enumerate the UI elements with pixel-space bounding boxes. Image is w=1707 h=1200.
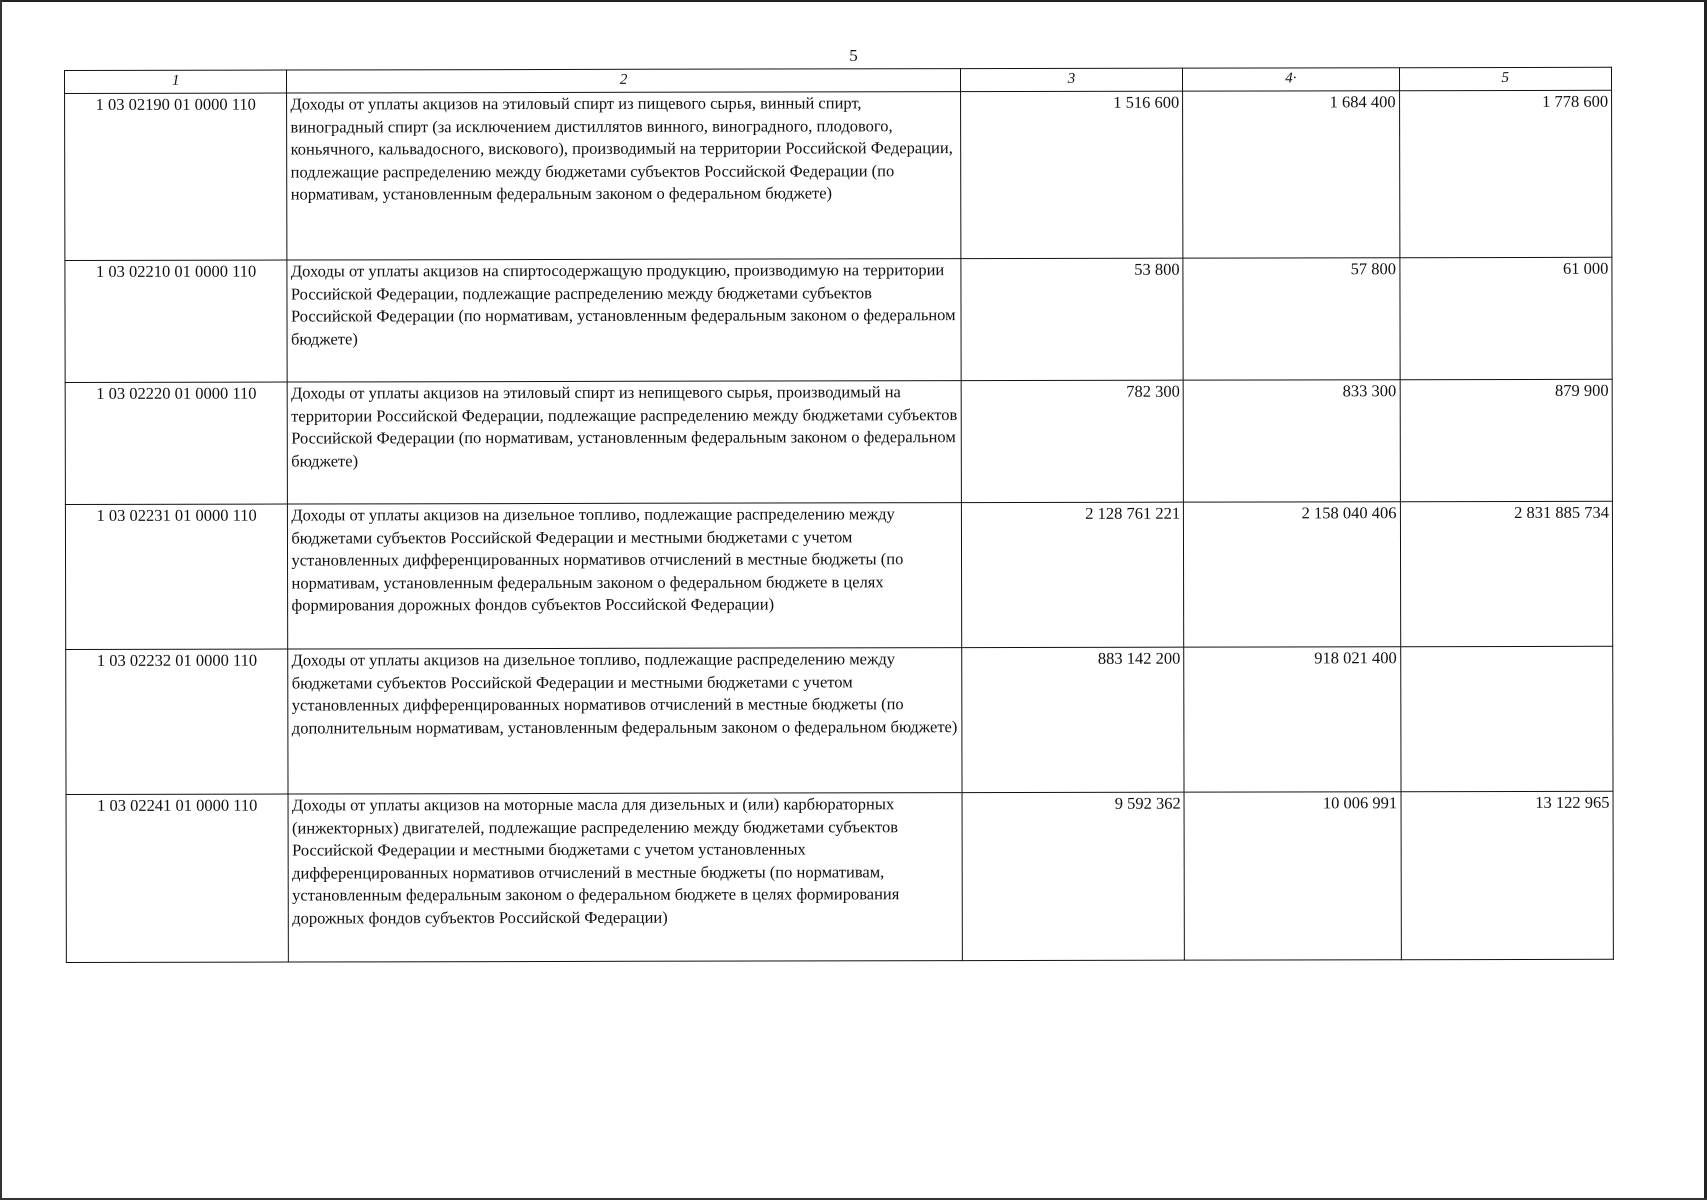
header-col-1: 1 [65, 70, 287, 93]
scan-edge-top [0, 0, 1707, 2]
header-row [65, 67, 1612, 93]
row-code: 1 03 02190 01 0000 110 [65, 93, 288, 260]
header-col-5: 5 [1399, 67, 1612, 90]
row-code: 1 03 02210 01 0000 110 [65, 260, 288, 382]
row-value-col5 [1400, 646, 1613, 791]
header-col-3: 3 [960, 68, 1182, 91]
table-row [65, 257, 1612, 382]
row-code: 1 03 02231 01 0000 110 [65, 504, 288, 649]
table-row [65, 501, 1612, 649]
row-value-col4: 833 300 [1183, 380, 1400, 502]
row-value-col4: 57 800 [1183, 258, 1400, 380]
row-code: 1 03 02232 01 0000 110 [66, 649, 289, 794]
header-col-4: 4· [1183, 68, 1399, 91]
row-value-col3: 53 800 [961, 258, 1184, 380]
row-description: Доходы от уплаты акцизов на моторные масла для дизельных и (или) карбюраторных (инжекторных) двигателей, подлежащие распределению между бюджетами субъектов Российской Федерации и местными бюджетами с учетом установленных дифференцированных нормативов отчислений в местные бюджеты (по нормативам, установленным федеральным законом о федеральном бюджете в целях формирования дорожных фондов субъектов Российской Федерации) [288, 793, 962, 962]
revenue-table [64, 67, 1614, 963]
row-code: 1 03 02241 01 0000 110 [66, 794, 289, 962]
table-row [65, 90, 1612, 260]
row-value-col3: 2 128 761 221 [961, 502, 1184, 647]
row-value-col4: 10 006 991 [1184, 792, 1401, 960]
scan-edge-left [0, 0, 2, 1200]
header-col-2: 2 [287, 69, 960, 93]
row-description: Доходы от уплаты акцизов на дизельное топливо, подлежащие распределению между бюджетами субъектов Российской Федерации и местными бюджетами с учетом установленных дифференцированных нормативов отчислений в местные бюджеты (по нормативам, установленным федеральным законом о федеральном бюджете в целях формирования дорожных фондов субъектов Российской Федерации) [288, 503, 962, 649]
row-description: Доходы от уплаты акцизов на дизельное топливо, подлежащие распределению между бюджетами субъектов Российской Федерации и местными бюджетами с учетом установленных дифференцированных нормативов отчислений в местные бюджеты (по дополнительным нормативам, установленным федеральным законом о федеральном бюджете) [288, 648, 962, 794]
row-value-col3: 1 516 600 [960, 91, 1183, 258]
row-description: Доходы от уплаты акцизов на спиртосодержащую продукцию, производимую на территории Российской Федерации, подлежащие распределению между бюджетами субъектов Российской Федерации (по нормативам, установленным федеральным законом о федеральном бюджете) [287, 259, 961, 382]
row-value-col3: 9 592 362 [962, 792, 1185, 960]
row-value-col5: 13 122 965 [1401, 791, 1614, 959]
row-value-col5: 2 831 885 734 [1400, 501, 1613, 646]
row-value-col4: 918 021 400 [1184, 647, 1401, 792]
row-value-col5: 879 900 [1400, 379, 1613, 501]
row-value-col3: 782 300 [961, 380, 1184, 502]
row-value-col4: 2 158 040 406 [1184, 502, 1401, 647]
row-description: Доходы от уплаты акцизов на этиловый спирт из непищевого сырья, производимый на территории Российской Федерации, подлежащие распределению между бюджетами субъектов Российской Федерации (по нормативам, установленным федеральным законом о федеральном бюджете) [288, 381, 962, 504]
row-value-col4: 1 684 400 [1183, 91, 1400, 258]
row-description: Доходы от уплаты акцизов на этиловый спирт из пищевого сырья, винный спирт, виноградный спирт (за исключением дистиллятов винного, виноградного, плодового, коньячного, кальвадосного, вискового), производимый на территории Российской Федерации, подлежащие распределению между бюджетами субъектов Российской Федерации (по нормативам, установленным федеральным законом о федеральном бюджете) [287, 92, 961, 260]
table-row [66, 791, 1613, 962]
table-row [66, 646, 1613, 794]
row-value-col3: 883 142 200 [961, 647, 1184, 792]
row-value-col5: 61 000 [1399, 257, 1612, 379]
page-number: 5 [849, 46, 858, 65]
row-value-col5: 1 778 600 [1399, 90, 1612, 257]
table-row [65, 379, 1612, 504]
row-code: 1 03 02220 01 0000 110 [65, 382, 288, 504]
